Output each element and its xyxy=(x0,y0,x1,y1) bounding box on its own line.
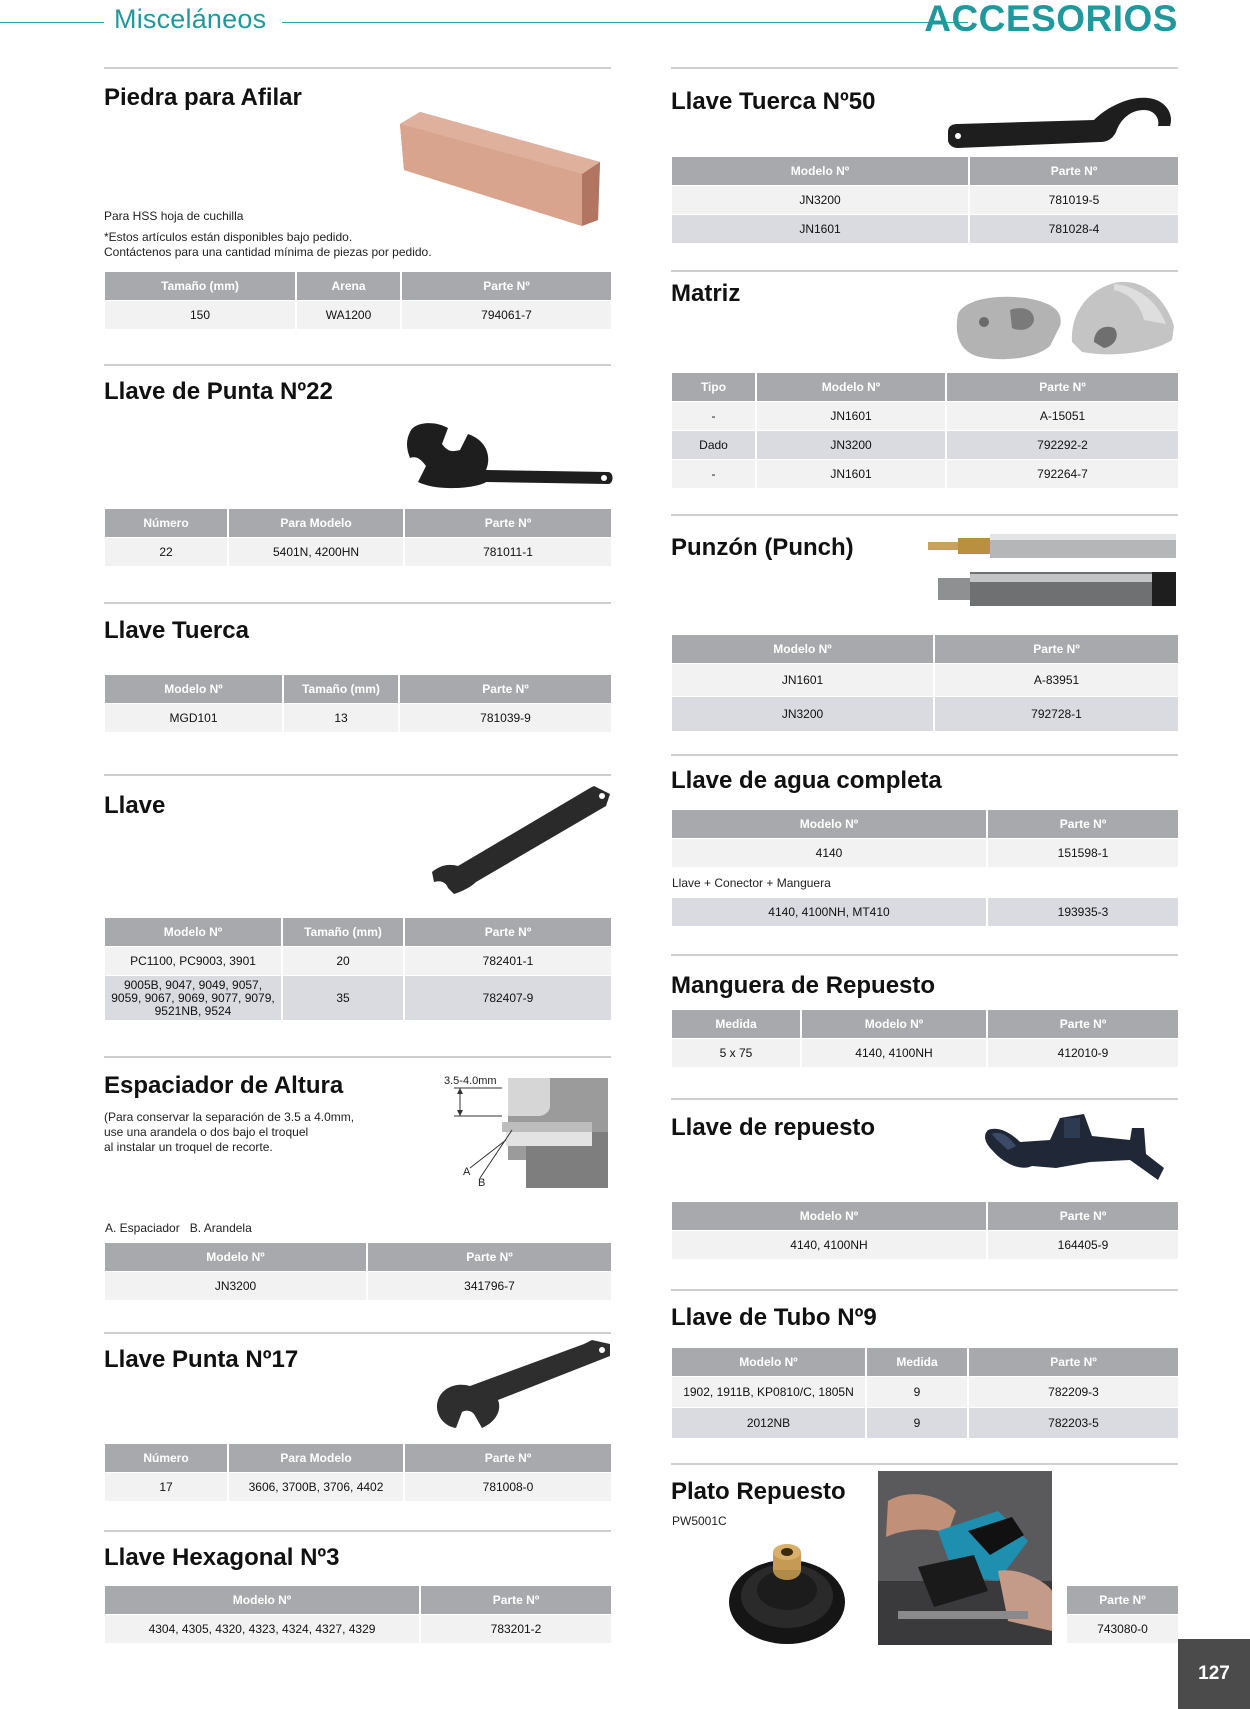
col-parte: Parte Nº xyxy=(404,918,611,947)
table-row: PC1100, PC9003, 3901 20 782401-1 xyxy=(105,947,611,976)
plato-table xyxy=(1067,1586,1178,1643)
die-parts-image xyxy=(954,280,1178,362)
manguera-title: Manguera de Repuesto xyxy=(671,972,936,999)
llavetuerca-table xyxy=(105,675,611,732)
espaciador-legend: A. Espaciador B. Arandela xyxy=(105,1221,252,1235)
sharpening-stone-image xyxy=(398,112,604,228)
divider xyxy=(104,1332,611,1334)
col-parte: Parte Nº xyxy=(969,157,1178,186)
hexagonal-table xyxy=(105,1586,611,1643)
divider xyxy=(671,1289,1178,1291)
hook-spanner-image xyxy=(944,96,1174,154)
tubo9-table xyxy=(672,1348,1178,1438)
col-modelo: Modelo Nº xyxy=(672,157,969,186)
col-parte: Parte Nº xyxy=(404,1444,611,1473)
espaciador-note-3: al instalar un troquel de recorte. xyxy=(104,1140,273,1154)
col-modelo: Modelo Nº xyxy=(672,810,987,839)
agua-table xyxy=(672,810,1178,867)
col-modelo: Modelo Nº xyxy=(756,373,946,402)
col-tamano: Tamaño (mm) xyxy=(105,272,296,301)
espaciador-note-2: use una arandela o dos bajo el troquel xyxy=(104,1125,309,1139)
col-parte: Parte Nº xyxy=(367,1243,611,1272)
col-modelo: Modelo Nº xyxy=(672,1202,987,1231)
agua-note: Llave + Conector + Manguera xyxy=(672,876,831,890)
col-medida: Medida xyxy=(672,1010,801,1039)
open-wrench-17-image xyxy=(432,1340,612,1432)
divider xyxy=(671,67,1178,69)
divider xyxy=(671,514,1178,516)
divider xyxy=(671,754,1178,756)
tubo9-title: Llave de Tubo Nº9 xyxy=(671,1304,877,1331)
espaciador-table xyxy=(105,1243,611,1300)
col-tamano: Tamaño (mm) xyxy=(282,918,404,947)
col-modelo: Modelo Nº xyxy=(672,1348,866,1377)
table-row: 9005B, 9047, 9049, 9057, 9059, 9067, 9069, 9077, 9079, 9521NB, 9524 35 782407-9 xyxy=(105,976,611,1021)
divider xyxy=(671,270,1178,272)
table-row: 4140, 4100NH, MT410 193935-3 xyxy=(672,898,1178,927)
piedra-note-1: Para HSS hoja de cuchilla xyxy=(104,209,244,223)
header-line-left xyxy=(0,22,104,23)
col-parte: Parte Nº xyxy=(420,1586,611,1615)
col-parte: Parte Nº xyxy=(399,675,611,704)
col-tipo: Tipo xyxy=(672,373,756,402)
piedra-table xyxy=(105,272,611,329)
table-row: 4304, 4305, 4320, 4323, 4324, 4327, 4329 783201-2 xyxy=(105,1615,611,1644)
hexagonal-title: Llave Hexagonal Nº3 xyxy=(104,1544,340,1571)
table-row: - JN1601 792264-7 xyxy=(672,460,1178,489)
plato-model: PW5001C xyxy=(672,1514,727,1528)
col-modelo: Modelo Nº xyxy=(105,1586,420,1615)
divider xyxy=(104,67,611,69)
divider xyxy=(104,1530,611,1532)
col-modelo: Modelo Nº xyxy=(105,918,282,947)
table-row: 4140 151598-1 xyxy=(672,839,1178,868)
repuesto-table xyxy=(672,1202,1178,1259)
matriz-table xyxy=(672,373,1178,488)
table-row: 1902, 1911B, KP0810/C, 1805N 9 782209-3 xyxy=(672,1377,1178,1408)
col-parte: Parte Nº xyxy=(987,1010,1178,1039)
divider xyxy=(104,602,611,604)
table-row: Dado JN3200 792292-2 xyxy=(672,431,1178,460)
divider xyxy=(671,1463,1178,1465)
col-modelo: Modelo Nº xyxy=(105,1243,367,1272)
punzon-table xyxy=(672,635,1178,731)
table-row: JN3200 341796-7 xyxy=(105,1272,611,1301)
backing-pad-image xyxy=(726,1540,848,1646)
piedra-note-3: Contáctenos para una cantidad mínima de piezas por pedido. xyxy=(104,245,432,259)
open-wrench-22-image xyxy=(408,422,612,488)
col-parte: Parte Nº xyxy=(946,373,1178,402)
col-arena: Arena xyxy=(296,272,401,301)
espaciador-title: Espaciador de Altura xyxy=(104,1072,344,1099)
col-para-modelo: Para Modelo xyxy=(228,1444,404,1473)
espaciador-note-1: (Para conservar la separación de 3.5 a 4.0mm, xyxy=(104,1110,355,1124)
llave-title: Llave xyxy=(104,792,166,819)
tuerca50-title: Llave Tuerca Nº50 xyxy=(671,88,876,115)
col-modelo: Modelo Nº xyxy=(105,675,283,704)
polisher-in-use-image xyxy=(878,1471,1052,1645)
table-row: 5 x 75 4140, 4100NH 412010-9 xyxy=(672,1039,1178,1068)
table-row: JN1601 781028-4 xyxy=(672,215,1178,244)
col-parte: Parte Nº xyxy=(968,1348,1178,1377)
llavetuerca-title: Llave Tuerca xyxy=(104,617,249,644)
repuesto-title: Llave de repuesto xyxy=(671,1114,876,1141)
table-row: MGD101 13 781039-9 xyxy=(105,704,611,733)
table-row: 4140, 4100NH 164405-9 xyxy=(672,1231,1178,1260)
section-title: Misceláneos xyxy=(114,4,267,34)
table-row: JN3200 792728-1 xyxy=(672,697,1178,732)
table-row: 743080-0 xyxy=(1067,1615,1178,1644)
col-parte: Parte Nº xyxy=(401,272,611,301)
espaciador-dim-label: 3.5-4.0mm xyxy=(444,1075,497,1087)
agua-table-2 xyxy=(672,897,1178,926)
table-row: JN1601 A-83951 xyxy=(672,664,1178,697)
table-row: 22 5401N, 4200HN 781011-1 xyxy=(105,538,611,567)
table-row: 2012NB 9 782203-5 xyxy=(672,1408,1178,1439)
col-medida: Medida xyxy=(866,1348,968,1377)
llave-table xyxy=(105,918,611,1020)
plato-title: Plato Repuesto xyxy=(671,1478,846,1505)
col-modelo: Modelo Nº xyxy=(672,635,934,664)
replacement-valve-image xyxy=(980,1110,1166,1186)
table-row: - JN1601 A-15051 xyxy=(672,402,1178,431)
manguera-table xyxy=(672,1010,1178,1067)
divider xyxy=(104,364,611,366)
piedra-title: Piedra para Afilar xyxy=(104,84,302,111)
matriz-title: Matriz xyxy=(671,280,741,307)
divider xyxy=(671,1098,1178,1100)
table-row: JN3200 781019-5 xyxy=(672,186,1178,215)
divider xyxy=(671,954,1178,956)
espaciador-label-b: B xyxy=(478,1177,486,1189)
col-para-modelo: Para Modelo xyxy=(228,509,404,538)
col-modelo: Modelo Nº xyxy=(801,1010,987,1039)
punzon-title: Punzón (Punch) xyxy=(671,534,854,561)
piedra-note-2: *Estos artículos están disponibles bajo pedido. xyxy=(104,230,353,244)
llave22-title: Llave de Punta Nº22 xyxy=(104,378,333,405)
divider xyxy=(104,774,611,776)
table-row: 150 WA1200 794061-7 xyxy=(105,301,611,330)
espaciador-label-a: A xyxy=(463,1166,471,1178)
header-line-mid xyxy=(282,22,968,23)
col-numero: Número xyxy=(105,1444,228,1473)
tuerca50-table xyxy=(672,157,1178,243)
table-row: 17 3606, 3700B, 3706, 4402 781008-0 xyxy=(105,1473,611,1502)
page-number: 127 xyxy=(1178,1639,1250,1709)
agua-title: Llave de agua completa xyxy=(671,767,942,794)
col-parte: Parte Nº xyxy=(987,1202,1178,1231)
col-parte: Parte Nº xyxy=(404,509,611,538)
pin-spanner-image xyxy=(430,784,612,896)
col-parte: Parte Nº xyxy=(934,635,1178,664)
col-numero: Número xyxy=(105,509,228,538)
punch-image xyxy=(924,528,1178,612)
llave17-table xyxy=(105,1444,611,1501)
category-title: ACCESORIOS xyxy=(924,0,1178,39)
llave17-title: Llave Punta Nº17 xyxy=(104,1346,299,1373)
col-tamano: Tamaño (mm) xyxy=(283,675,399,704)
llave22-table xyxy=(105,509,611,566)
col-parte: Parte Nº xyxy=(1067,1586,1178,1615)
col-parte: Parte Nº xyxy=(987,810,1178,839)
divider xyxy=(104,1056,611,1058)
